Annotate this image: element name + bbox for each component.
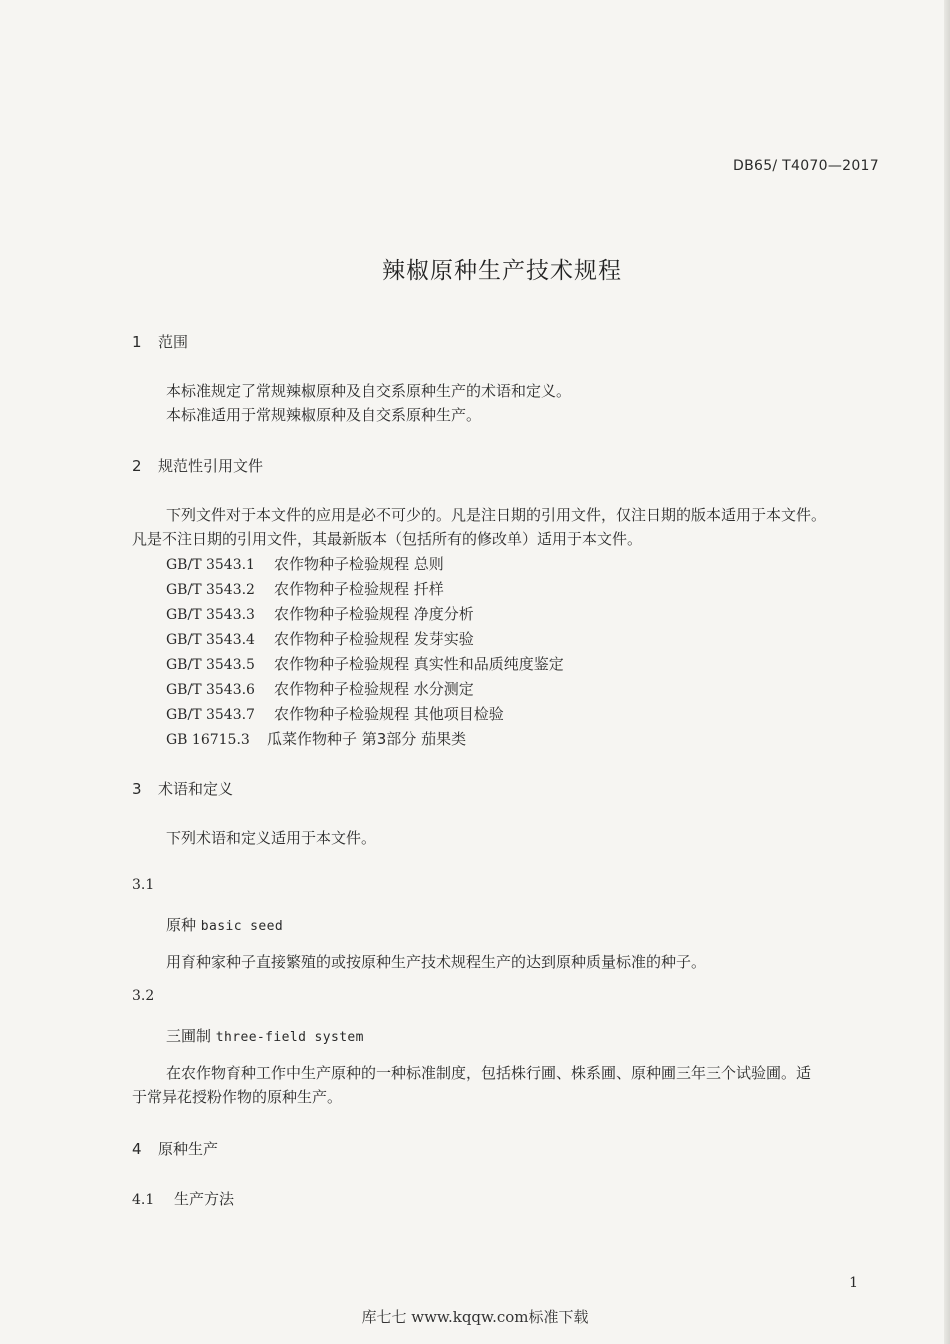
section-1-heading [132,331,188,352]
paragraph: 下列文件对于本文件的应用是必不可少的。凡是注日期的引用文件，仅注日期的版本适用于本文件。 [166,506,827,524]
document-title: 辣椒原种生产技术规程 [382,258,622,284]
reference-code: GB/T 3543.2 [166,582,255,598]
term-english: basic seed [200,919,284,934]
section-title: 范围 [158,333,189,351]
reference-title: 瓜菜作物种子 第3部分 茄果类 [267,730,467,748]
section-3-heading [132,778,233,799]
term-chinese: 原种 [166,916,197,934]
section-4-heading [132,1138,218,1159]
reference-item [166,728,466,749]
paragraph: 本标准适用于常规辣椒原种及自交系原种生产。 [166,406,482,424]
reference-code: GB/T 3543.4 [166,632,255,648]
reference-title: 农作物种子检验规程 总则 [274,555,444,573]
term-chinese: 三圃制 [166,1027,212,1045]
section-title: 规范性引用文件 [158,457,264,475]
scan-edge [944,0,950,1344]
paragraph: 凡是不注日期的引用文件，其最新版本（包括所有的修改单）适用于本文件。 [132,530,643,548]
footer-watermark: 库七七 www.kqqw.com标准下载 [361,1308,589,1326]
reference-code: GB/T 3543.1 [166,557,255,573]
standard-code: DB65/ T4070—2017 [733,158,879,174]
reference-title: 农作物种子检验规程 扦样 [274,580,444,598]
term-definition: 于常异花授粉作物的原种生产。 [132,1088,343,1106]
reference-title: 农作物种子检验规程 水分测定 [274,680,474,698]
section-number: 4 [132,1140,142,1158]
paragraph: 本标准规定了常规辣椒原种及自交系原种生产的术语和定义。 [166,382,572,400]
reference-item [166,678,474,699]
reference-item [166,578,444,599]
clause-number: 3.1 [132,877,155,893]
term-heading [166,914,283,935]
section-number: 1 [132,333,142,351]
term-english: three-field system [215,1030,364,1045]
reference-item [166,603,474,624]
reference-code: GB/T 3543.3 [166,607,255,623]
section-number: 2 [132,457,142,475]
reference-title: 农作物种子检验规程 净度分析 [274,605,474,623]
clause-number: 3.2 [132,988,155,1004]
term-heading [166,1025,364,1046]
reference-code: GB/T 3543.6 [166,682,255,698]
section-title: 原种生产 [158,1140,219,1158]
page-number: 1 [849,1275,858,1291]
reference-title: 农作物种子检验规程 其他项目检验 [274,705,504,723]
reference-title: 农作物种子检验规程 发芽实验 [274,630,474,648]
section-2-heading [132,455,263,476]
section-number: 3 [132,780,142,798]
reference-item [166,653,564,674]
subsection-title: 生产方法 [174,1190,235,1208]
paragraph: 下列术语和定义适用于本文件。 [166,829,377,847]
subsection-heading [132,1188,234,1209]
term-definition: 在农作物育种工作中生产原种的一种标准制度，包括株行圃、株系圃、原种圃三年三个试验圃。适 [166,1064,812,1082]
reference-item [166,703,504,724]
reference-item [166,628,474,649]
term-definition: 用育种家种子直接繁殖的或按原种生产技术规程生产的达到原种质量标准的种子。 [166,953,707,971]
reference-title: 农作物种子检验规程 真实性和品质纯度鉴定 [274,655,564,673]
subsection-number: 4.1 [132,1192,155,1208]
section-title: 术语和定义 [158,780,234,798]
reference-code: GB/T 3543.5 [166,657,255,673]
reference-item [166,553,444,574]
reference-code: GB 16715.3 [166,732,250,748]
reference-code: GB/T 3543.7 [166,707,255,723]
